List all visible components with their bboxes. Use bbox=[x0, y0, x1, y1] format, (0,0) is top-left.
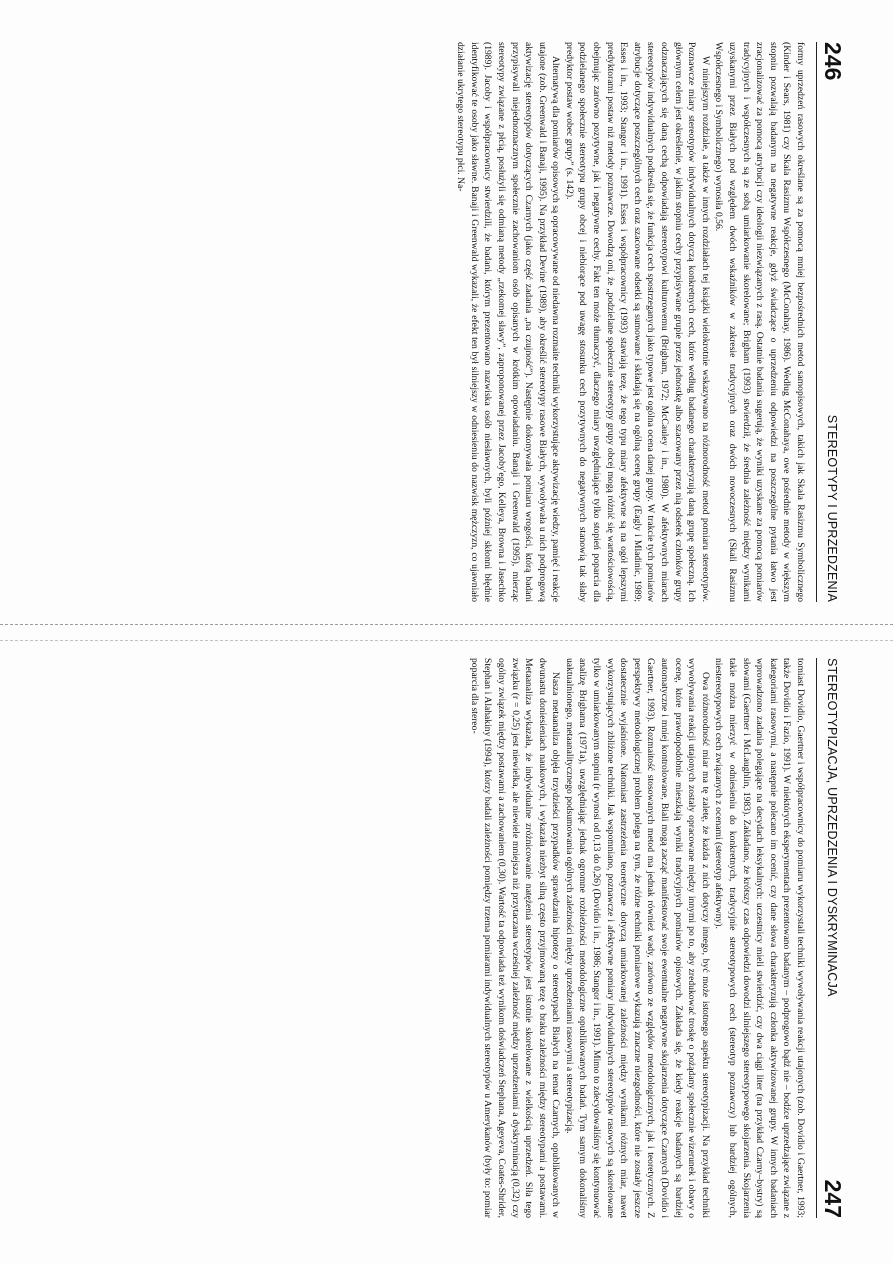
page-body-text bbox=[47, 42, 807, 602]
chapter-running-title: STEREOTYPY I UPRZEDZENIA bbox=[825, 414, 839, 602]
running-head-left-page bbox=[816, 42, 847, 602]
paragraph: tomiast Dovidio, Gaertner i współpracownicy do pomiaru wykorzystali techniki wywoływania reakcji utajonych (zob. Dovidio i Gaertner, 1993; także Dovidio i Fazio, 1991). W niektórych eksperymentach prezentowano badanym – podprogowo bądź nie – bodźce uprzedzające związane z kategoriami rasowymi, a następnie polecano im ocenić, czy dane słowa charakteryzują członka aktywizowanej grupy. W innych badaniach wprowadzono zadania polegające na decydach leksykalnych: uczestnicy mieli stwierdzić, czy dwa ciągi liter (na przykład Czarny–bystry) są słowami (Gaertner i McLaughlin, 1983). Zakładano, że krótszy czas odpowiedzi dowodzi silniejszego stereotypowego skojarzenia. Skojarzenia takie można mierzyć w odniesieniu do konkretnych, tradycyjnie stereotypowych cech (stereotyp poznawczy) lub bardziej ogólnych, niestereotypowych cech związanych z ocenami (stereotyp afektywny). bbox=[713, 658, 806, 1218]
page-247 bbox=[47, 658, 847, 1218]
section-running-title: STEREOTYPIZACJA, UPRZEDZENIA I DYSKRYMINACJA bbox=[825, 658, 839, 997]
paragraph: W niniejszym rozdziale, a także w innych rozdziałach tej książki wielokrotnie wskazywano na różnorodność metod pomiaru stereotypów. Poznawcze miary stereotypów indywidualnych dotyczą konkretnych cech, które według badanego charakteryzują daną grupę społeczną. Ich głównym celem jest określenie, w jakim stopniu cechy przypisywane grupie przez jednostkę albo szacowany przez nią odsetek członków grupy odznaczających się daną cechą odpowiadają stereotypowi kulturowemu (Brigham, 1972; McCauley i in., 1980). W afektywnych miarach stereotypów indywidualnych podkreśla się, że funkcja cech spostrzeganych jako typowe jest ogólna ocena danej grupy. W trakcie tych pomiarów atrybucje dotyczące poszczególnych cech oraz szacowane odsetki są sumowane i składają się na ogólną ocenę grupy (Eagly i Mladinic, 1989; Esses i in., 1993; Stangor i in., 1991). Esses i współpracownicy (1993) stawiają tezę, że tego typu miary afektywne są na ogół lepszymi predyktorami postaw niż metody poznawcze. Dowodzą oni, że „podzielane społecznie stereotypy grupy obcej mogą różnić się wartościowością, obejmując zarówno pozytywne, jak i negatywne cechy. Fakt ten może tłumaczyć, dlaczego miary uwzględniające tylko stopień poparcia dla podzielanego społecznie stereotypu grupy obcej i niebiorące pod uwagę stosunku cech pozytywnych do negatywnych stanowią tak słaby predyktor postaw wobec grupy” (s. 142). bbox=[563, 42, 711, 602]
page-number: 246 bbox=[820, 42, 846, 81]
paragraph: Owa różnorodność miar ma tę zaletę, że każda z nich dotyczy innego, być może istotnego aspektu stereotypizacji. Na przykład techniki wywoływania reakcji utajonych zostały opracowane między innymi po to, aby zredukować troskę o pożądany społecznie wizerunek i obawy o ocenę, które prawdopodobnie mieszkają wyniki tradycyjnych pomiarów opisowych. Zakłada się, że kiedy reakcje badanych są bardziej automatyczne i mniej kontrolowane, Biali mogą zacząć manifestować swoje ewentualne negatywne skojarzenia dotyczące Czarnych (Dovidio i Gaertner, 1993). Rozmaitość stosowanych metod ma jednak również wady, zarówno ze względów metodologicznych, jak i teoretycznych. Z perspektywy metodologicznej problem polega na tym, że różne techniki pomiarowe wykazują znaczne niezgodności, które nie zostały jeszcze dostatecznie wyjaśnione. Natomiast zastrzeżenia teoretyczne dotyczą umiarkowanej zależności między wynikami różnych miar, nawet wykorzystujących zbliżone techniki. Jak wspomniano, poznawcze i afektywne pomiary indywidualnych stereotypów rasowych są skorelowane tylko w umiarkowanym stopniu (r wynosi od 0,13 do 0,26) (Dovidio i in., 1986; Stangor i in., 1991). Mimo to zdecydowaliśmy się kontynuować analizę Brighama (1971a), uwzględniając jednak ogromne rozbieżności metodologiczne opublikowanych badań. Tym samym dokonaliśmy uaktualnionego, metaanalitycznego podsumowania ogólnych zależności między uprzedzeniami rasowymi a stereotypizacją. bbox=[563, 658, 711, 1218]
paragraph: Alternatywą dla pomiarów opisowych są opracowywane od niedawna rozmaite techniki wykorzystujące aktywizację wiedzy, pamięć i reakcje utajone (zob. Greenwald i Banaji, 1995). Na przykład Devine (1989), aby określić stereotypy rasowe Białych, wywoływała u nich podprogową aktywizację stereotypów dotyczących Czarnych (jako część zadania „na czujność”). Następnie dokonywała pomiaru wrogości, którą badani przypisywali niejednoznacznym społecznie zachowaniom osób opisanych w krótkim opowiadaniu. Banaji i Greenwald (1995), mierząc stereotypy związane z płcią, posłużyli się odmianą metody „rzekomej sławy”, zaproponowanej przez Jacoby'ego, Kelleya, Browna i Jasechko (1989). Jacoby i współpracownicy stwierdzili, że badani, którym prezentowano nazwiska osób niesławnych, byli później skłonni błędnie identyfikować te osoby jako sławne. Banaji i Greenwald wykazali, że efekt ten był silniejszy w odniesieniu do nazwisk mężczyzn, co ujawniało działanie ukrytego stereotypu płci. Na- bbox=[455, 42, 562, 602]
paragraph: Nasza metaanaliza objęła trzydzieści przypadków sprawdzania hipotezy o stereotypach Białych na temat Czarnych, opublikowanych w dwunastu doniesieniach naukowych, i wykazała niezbyt silną często przyjmowaną tezę o braku zależności między stereotypami a postawami. Metaanaliza wykazała, że indywidualne zróżnicowanie natężenia stereotypów jest istotnie skorelowane z wielkością uprzedzeń. Siła tego związku (r = 0,25) jest niewielka, ale niewiele mniejsza niż przytaczana wcześniej zależność między uprzedzeniami a dyskryminacją (0,32) czy ogólny związek między postawami a zachowaniem (0,30). Wartość ta odpowiada też wynikom doświadczeń Stephana, Ageyeva, Coates-Shrider, Stephan i Alahakiny (1994), którzy badali zależności pomiędzy trzema pomiarami indywidualnych stereotypów u Amerykanów (były to: pomiar poparcia dla stereo- bbox=[468, 658, 562, 1218]
page-fold-shadow bbox=[0, 640, 893, 641]
page-fold-line bbox=[0, 624, 893, 625]
page-number: 247 bbox=[820, 1179, 846, 1218]
page-body-text bbox=[47, 658, 807, 1218]
running-head-right-page bbox=[816, 658, 847, 1218]
paragraph: formy uprzedzeń rasowych określane są za pomocą mniej bezpośrednich metod samopisowych, takich jak Skala Rasizmu Symbolicznego (Kinder i Sears, 1981) czy Skala Rasizmu Współczesnego (McConahay, 1986). Według McConahaya, owe pośrednie metody w większym stopniu pozwalają badanym na negatywne reakcje, gdyż świadczące o uprzedzeniu odpowiedzi na poszczególne pytania łatwo jest zracjonalizować za pomocą atrybucji czy ideologii niezwiązanych z rasą. Ostatnie badania sugerują, że wyniki uzyskane za pomocą pomiarów tradycyjnych i współczesnych są ze sobą umiarkowanie skorelowane; Brigham (1993) stwierdził, że średnia zależność między wynikami uzyskanymi przez Białych pod względem dwóch wskaźników w zakresie tradycyjnych oraz dwóch nowoczesnych (Skali Rasizmu Współczesnego i Symbolicznego) wynosiła 0,56. bbox=[713, 42, 806, 602]
page-246 bbox=[47, 42, 847, 602]
